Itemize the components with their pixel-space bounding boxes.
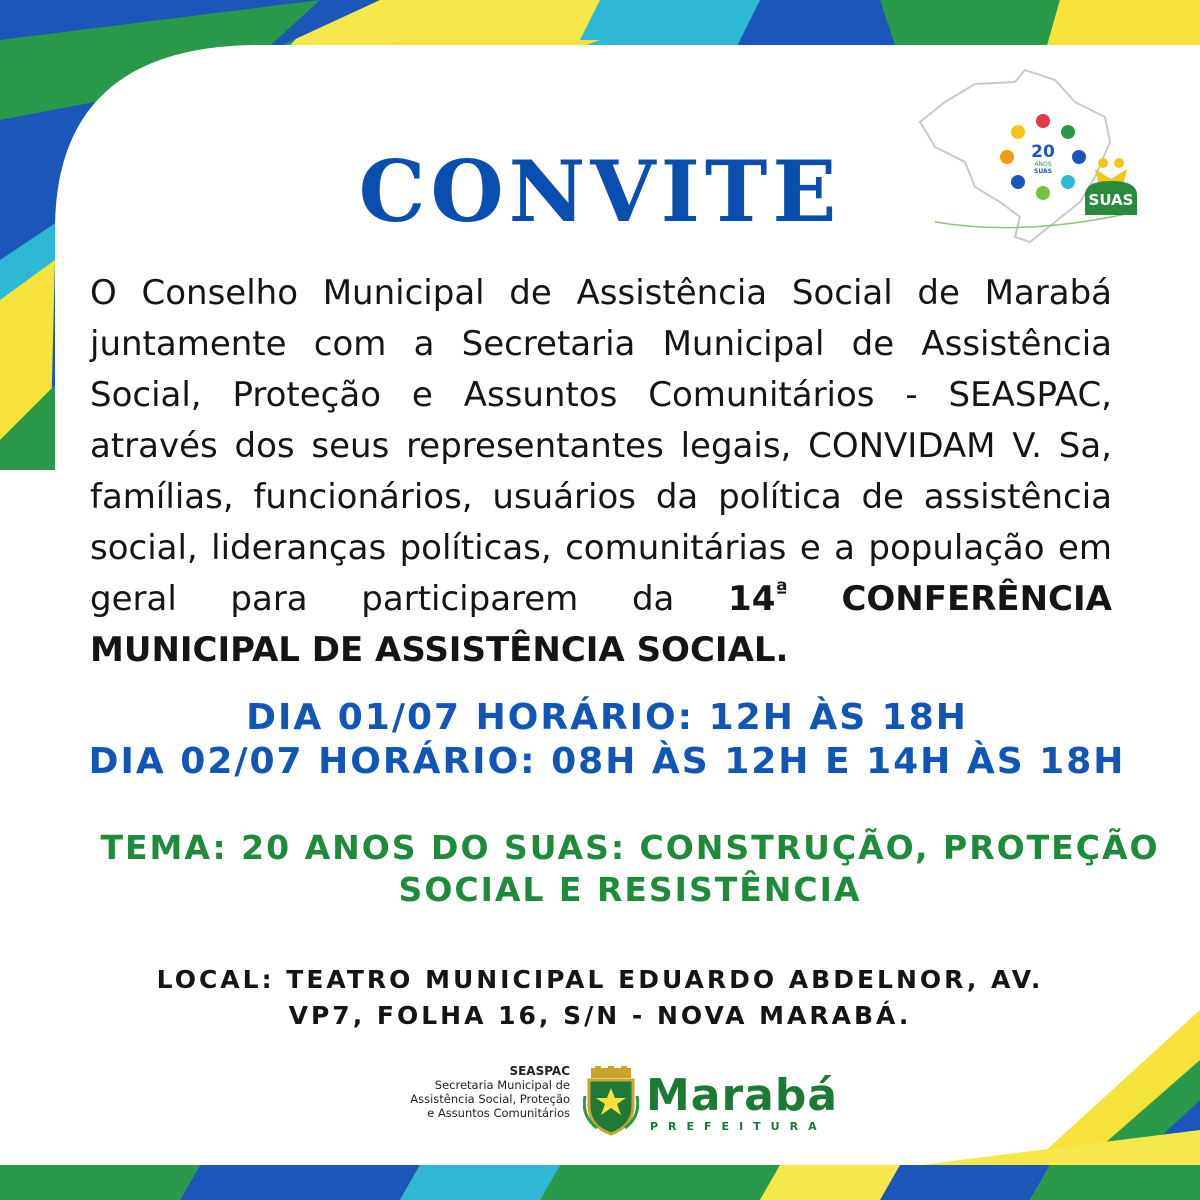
maraba-prefeitura-label: PREFEITURA xyxy=(650,1120,827,1133)
schedule-day-1: DIA 01/07 HORÁRIO: 12H ÀS 18H xyxy=(246,697,968,738)
logo-suas-text: SUAS xyxy=(1034,168,1052,175)
seaspac-line: Assistência Social, Proteção xyxy=(410,1092,570,1106)
conference-ordinal xyxy=(728,579,788,619)
location-line-1: LOCAL: TEATRO MUNICIPAL EDUARDO ABDELNOR, AV. xyxy=(156,965,1044,994)
theme-line-1: TEMA: 20 ANOS DO SUAS: CONSTRUÇÃO, PROTEÇÃO xyxy=(100,828,1160,867)
ordinal-number: 14 xyxy=(728,579,776,619)
theme-line-2: SOCIAL E RESISTÊNCIA xyxy=(398,870,862,909)
ordinal-suffix: ª xyxy=(775,578,788,604)
seaspac-line: Secretaria Municipal de xyxy=(434,1078,570,1092)
seaspac-block xyxy=(360,1064,570,1120)
maraba-coat-of-arms-icon xyxy=(583,1066,639,1136)
suas-logo-label: SUAS xyxy=(1088,191,1134,209)
invitation-body xyxy=(90,268,1112,676)
conference-name: CONFERÊNCIA MUNICIPAL DE ASSISTÊNCIA SOCIAL. xyxy=(90,579,1112,670)
seaspac-title: SEASPAC xyxy=(509,1064,570,1078)
logo-anos-text: ANOS xyxy=(1034,161,1052,168)
invitation-text: O Conselho Municipal de Assistência Social de Marabá juntamente com a Secretaria Municipal de Assistência Social, Proteção e Assuntos Comunitários - SEASPAC, através dos seus representantes legais, CONVIDAM V. Sa, famílias, funcionários, usuários da política de assistência social, lideranças políticas, comunitárias e a população em geral para participarem da xyxy=(90,273,1112,619)
schedule-day-2: DIA 02/07 HORÁRIO: 08H ÀS 12H E 14H ÀS 18H xyxy=(88,741,1126,782)
page-title: CONVITE xyxy=(358,142,842,241)
maraba-city-name: Marabá xyxy=(646,1070,839,1121)
location-line-2: VP7, FOLHA 16, S/N - NOVA MARABÁ. xyxy=(288,1001,912,1030)
seaspac-line: e Assuntos Comunitários xyxy=(427,1106,570,1120)
logo-20-number: 20 xyxy=(1031,142,1055,162)
